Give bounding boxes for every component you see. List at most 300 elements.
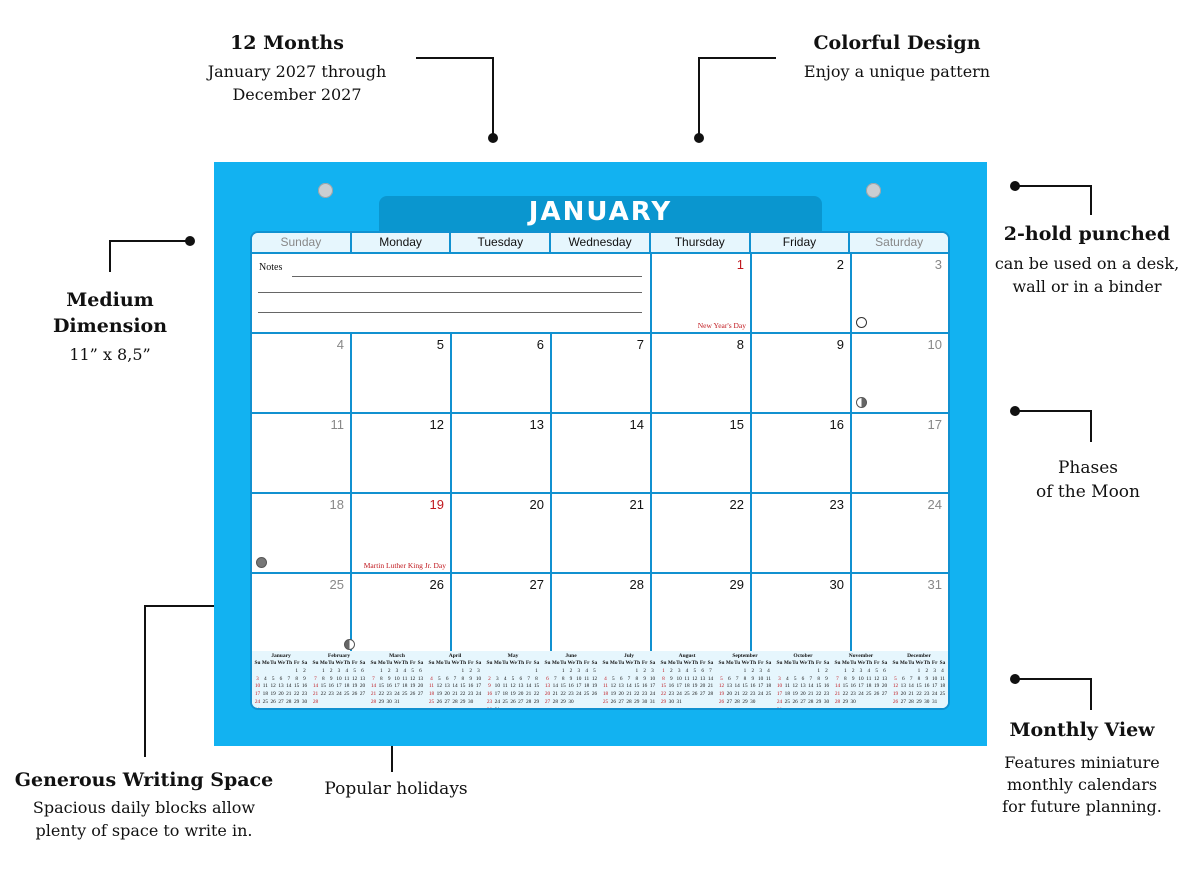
mini-day: 10: [475, 675, 482, 682]
mini-day: 13: [726, 683, 732, 690]
day-number: 20: [529, 497, 544, 512]
mini-week-row: [544, 691, 598, 699]
mini-day: [591, 699, 598, 707]
day-cell: [252, 494, 352, 574]
mini-dow: Tu: [734, 660, 741, 666]
mini-day: 15: [916, 683, 922, 690]
mini-week-row: [834, 691, 888, 699]
mini-day: 20: [417, 683, 424, 690]
day-cell: [552, 334, 652, 414]
mini-week-row: [312, 676, 366, 684]
mini-day: 12: [718, 683, 725, 690]
day-number: 5: [436, 337, 444, 352]
mini-day: 29: [293, 698, 300, 705]
mini-day: 14: [908, 683, 914, 690]
mini-day: [908, 668, 915, 676]
day-number: 18: [329, 497, 344, 512]
mini-dow: Mo: [435, 660, 444, 666]
mini-week-row: [776, 707, 830, 710]
mini-day: 30: [301, 698, 308, 705]
connector-line: [1090, 678, 1092, 710]
mini-dow: We: [509, 660, 517, 666]
mini-day: 6: [701, 667, 704, 674]
connector-line: [1014, 678, 1092, 680]
callout-writing-title: Generous Writing Space: [14, 769, 274, 791]
mini-day: 30: [467, 698, 474, 705]
mini-day: 26: [792, 698, 798, 705]
mini-day: [610, 668, 617, 676]
mini-day: 10: [776, 683, 783, 690]
mini-day: 26: [351, 691, 358, 698]
day-cell: [752, 574, 852, 654]
mini-day: 28: [808, 698, 814, 705]
mini-day: 10: [858, 675, 864, 682]
mini-week-row: [254, 668, 308, 676]
mini-day: [900, 668, 907, 676]
day-cell: [352, 494, 452, 574]
callout-hole-line2: wall or in a binder: [1012, 277, 1162, 296]
mini-day: 23: [568, 691, 574, 698]
day-number: 10: [927, 337, 942, 352]
mini-day: 30: [641, 698, 648, 705]
weekday-tuesday: Tuesday: [451, 233, 551, 252]
mini-day: 19: [718, 691, 725, 698]
mini-dow: Sa: [939, 660, 946, 666]
mini-day: 19: [510, 691, 516, 698]
mini-day: [475, 699, 482, 707]
mini-day: 8: [635, 675, 639, 682]
mini-day: 19: [351, 683, 358, 690]
mini-day: [525, 668, 532, 676]
mini-day: 30: [823, 698, 830, 705]
mini-day: 6: [279, 675, 283, 682]
mini-day: 8: [535, 675, 538, 682]
mini-dow: Th: [401, 660, 409, 666]
mini-day: 16: [486, 691, 493, 698]
mini-day: 9: [469, 675, 472, 682]
mini-day: 17: [394, 683, 400, 690]
mini-day: 6: [361, 667, 364, 674]
mini-day: 7: [836, 675, 839, 682]
mini-week-row: [370, 676, 424, 684]
mini-day: 3: [778, 675, 781, 682]
mini-day: 6: [728, 675, 731, 682]
mini-day: 20: [726, 691, 732, 698]
day-cell: [852, 574, 948, 654]
mini-day: 4: [403, 667, 407, 674]
mini-day: 30: [924, 698, 930, 705]
mini-day: [417, 699, 424, 707]
mini-day: 14: [707, 675, 714, 682]
mini-dow-row: [544, 660, 598, 668]
mini-day: 8: [817, 675, 820, 682]
mini-day: 19: [692, 683, 698, 690]
mini-day: 22: [533, 691, 540, 698]
mini-week-row: [718, 683, 772, 691]
mini-day: 4: [503, 675, 507, 682]
mini-week-row: [602, 699, 656, 707]
mini-day: 16: [467, 683, 474, 690]
mini-day: 20: [278, 691, 284, 698]
mini-dow: Fr: [409, 660, 416, 666]
mini-week-row: [776, 699, 830, 707]
mini-dow: Fr: [583, 660, 590, 666]
mini-day: 18: [344, 683, 350, 690]
mini-dow: Fr: [641, 660, 648, 666]
mini-day: 1: [917, 667, 921, 674]
mini-dow: Tu: [444, 660, 451, 666]
mini-day: 31: [494, 706, 500, 710]
mini-week-row: [660, 699, 714, 707]
mini-day: 23: [668, 691, 674, 698]
mini-week-row: [544, 676, 598, 684]
mini-day: [509, 707, 516, 710]
mini-day: 12: [873, 675, 880, 682]
mini-month-name: February: [327, 653, 351, 659]
mini-dow: We: [277, 660, 285, 666]
mini-day: 21: [808, 691, 814, 698]
mini-day: 2: [469, 667, 472, 674]
mini-week-row: [254, 683, 308, 691]
day-number: 25: [329, 577, 344, 592]
mini-day: 20: [881, 683, 888, 690]
mini-day: 5: [438, 675, 441, 682]
day-cell: [652, 494, 752, 574]
mini-week-row: [428, 699, 482, 707]
mini-day: 28: [525, 698, 532, 705]
mini-day: 20: [699, 683, 706, 690]
mini-day: [409, 699, 416, 707]
mini-dow-row: [892, 660, 946, 668]
mini-day: [270, 668, 277, 676]
mini-dow: Mo: [609, 660, 618, 666]
mini-dow: We: [335, 660, 343, 666]
mini-dow: Th: [343, 660, 351, 666]
mini-day: 31: [776, 706, 783, 710]
mini-day: 6: [619, 675, 623, 682]
mini-day: 24: [576, 691, 582, 698]
mini-day: 19: [591, 683, 598, 690]
mini-day: [881, 699, 888, 707]
mini-day: 17: [475, 683, 482, 690]
mini-dow: Fr: [815, 660, 822, 666]
mini-dow: Fr: [351, 660, 358, 666]
mini-day: 30: [486, 706, 493, 710]
mini-dow: We: [683, 660, 691, 666]
mini-day: 29: [560, 698, 566, 705]
day-number: 4: [336, 337, 344, 352]
mini-month-name: October: [793, 653, 813, 659]
mini-day: [583, 699, 590, 707]
mini-day: 29: [634, 698, 640, 705]
mini-day: 26: [873, 691, 880, 698]
moon-phase-icon: [856, 317, 867, 328]
mini-week-row: [544, 683, 598, 691]
callout-monthly-title: Monthly View: [1009, 719, 1155, 741]
mini-day: 4: [941, 667, 944, 674]
mini-week-row: [834, 676, 888, 684]
day-cell: [452, 334, 552, 414]
day-cell: [352, 574, 452, 654]
mini-day: 10: [931, 675, 938, 682]
mini-day: 9: [643, 675, 646, 682]
mini-month-name: August: [678, 653, 696, 659]
mini-day: [262, 668, 269, 676]
mini-day: [784, 707, 791, 710]
mini-day: 20: [544, 691, 551, 698]
mini-day: 6: [883, 667, 886, 674]
mini-dow-row: [776, 660, 830, 668]
day-number: 6: [536, 337, 544, 352]
mini-day: 15: [320, 683, 326, 690]
callout-monthly-line1: Features miniature: [1004, 753, 1160, 772]
mini-day: 28: [834, 698, 841, 705]
mini-day: 1: [817, 667, 820, 674]
mini-month: [310, 651, 368, 710]
day-cell: [752, 254, 852, 334]
mini-day: 25: [602, 698, 609, 705]
day-number: 31: [927, 577, 942, 592]
mini-day: 24: [676, 691, 682, 698]
mini-dow: Su: [776, 660, 783, 666]
mini-day: 17: [576, 683, 582, 690]
mini-day: 3: [496, 675, 499, 682]
mini-day: 15: [533, 683, 540, 690]
mini-dow: Tu: [618, 660, 625, 666]
day-number: 16: [829, 417, 844, 432]
mini-week-row: [602, 676, 656, 684]
callout-writing-line1: Spacious daily blocks allow: [32, 798, 256, 817]
mini-day: 10: [394, 675, 400, 682]
mini-day: 14: [834, 683, 841, 690]
mini-month-name: December: [907, 653, 931, 659]
mini-dow: Th: [807, 660, 815, 666]
mini-day: 26: [610, 698, 616, 705]
mini-day: 1: [635, 667, 639, 674]
notes-label: Notes: [259, 262, 283, 273]
mini-dow-row: [660, 660, 714, 668]
mini-day: 17: [776, 691, 783, 698]
notes-line: [258, 292, 642, 293]
mini-day: 10: [494, 683, 500, 690]
mini-day: 9: [488, 683, 491, 690]
mini-day: 11: [784, 683, 790, 690]
mini-day: 11: [502, 683, 508, 690]
connector-line: [1090, 185, 1092, 215]
mini-day: 7: [909, 675, 913, 682]
day-cell: [552, 494, 652, 574]
mini-day: 6: [546, 675, 549, 682]
mini-day: 29: [742, 698, 748, 705]
mini-day: 31: [254, 706, 261, 710]
mini-week-row: [312, 699, 366, 707]
mini-dow: Tu: [676, 660, 683, 666]
weekday-wednesday: Wednesday: [551, 233, 651, 252]
mini-dow: Tu: [386, 660, 393, 666]
mini-day: 17: [649, 683, 656, 690]
mini-dow-row: [370, 660, 424, 668]
mini-dow: Fr: [467, 660, 474, 666]
mini-dow: Su: [718, 660, 725, 666]
mini-day: 23: [328, 691, 334, 698]
callout-dimension-title1: Medium: [66, 289, 154, 311]
mini-day: 4: [685, 667, 689, 674]
mini-day: 4: [786, 675, 789, 682]
mini-day: 7: [735, 675, 739, 682]
mini-day: [807, 707, 814, 710]
day-cell: [652, 414, 752, 494]
mini-month-name: November: [848, 653, 874, 659]
mini-dow: Th: [517, 660, 525, 666]
mini-day: 16: [568, 683, 574, 690]
mini-day: [792, 707, 799, 710]
mini-day: 30: [850, 698, 856, 705]
mini-day: 16: [850, 683, 856, 690]
mini-day: [351, 699, 358, 707]
day-cell: [452, 494, 552, 574]
mini-dow: Su: [428, 660, 435, 666]
mini-day: 8: [917, 675, 921, 682]
mini-week-row: [892, 668, 946, 676]
mini-dow: Fr: [699, 660, 706, 666]
callout-dimension-line1: 11” x 8,5”: [69, 345, 151, 364]
day-cell: [252, 334, 352, 414]
mini-month: [252, 651, 310, 710]
mini-day: 29: [378, 698, 384, 705]
mini-dow: Tu: [502, 660, 509, 666]
mini-day: [776, 668, 783, 676]
mini-dow: Mo: [667, 660, 676, 666]
mini-day: 21: [525, 691, 532, 698]
mini-day: 5: [875, 667, 878, 674]
mini-day: 13: [618, 683, 624, 690]
mini-day: [799, 707, 806, 710]
mini-day: 29: [916, 698, 922, 705]
mini-day: 3: [651, 667, 654, 674]
mini-month-name: April: [448, 653, 462, 659]
mini-day: 1: [535, 667, 538, 674]
mini-day: 25: [402, 691, 408, 698]
mini-day: 3: [859, 667, 863, 674]
mini-dow: We: [857, 660, 865, 666]
weekday-sunday: Sunday: [252, 233, 352, 252]
day-cell: [752, 414, 852, 494]
callout-hole-title: 2-hold punched: [1003, 223, 1171, 245]
mini-day: 20: [444, 691, 450, 698]
mini-week-row: [718, 676, 772, 684]
mini-day: 19: [270, 691, 276, 698]
mini-day: 24: [336, 691, 342, 698]
mini-week-row: [428, 676, 482, 684]
day-cell: [852, 414, 948, 494]
mini-month-name: June: [565, 653, 577, 659]
mini-day: 5: [511, 675, 515, 682]
notes-line: [258, 312, 642, 313]
connector-dot: [185, 236, 195, 246]
mini-month-name: March: [389, 653, 405, 659]
mini-dow: Mo: [493, 660, 502, 666]
mini-day: 30: [750, 698, 756, 705]
day-cell: [852, 494, 948, 574]
callout-monthly-line2: monthly calendars: [1006, 775, 1158, 794]
mini-dow: Sa: [475, 660, 482, 666]
mini-day: 4: [767, 667, 770, 674]
mini-day: [865, 699, 872, 707]
mini-day: 31: [649, 698, 656, 705]
mini-month: [832, 651, 890, 710]
mini-day: 11: [402, 675, 408, 682]
mini-day: 8: [561, 675, 565, 682]
mini-day: 7: [554, 675, 557, 682]
mini-dow: Su: [892, 660, 899, 666]
mini-dow-row: [834, 660, 888, 668]
mini-day: 15: [815, 683, 822, 690]
mini-day: 4: [604, 675, 607, 682]
mini-day: 19: [873, 683, 880, 690]
mini-day: 1: [844, 667, 847, 674]
mini-dow: Fr: [525, 660, 532, 666]
mini-day: [328, 699, 335, 707]
mini-day: 21: [908, 691, 914, 698]
mini-day: [807, 668, 814, 676]
mini-day: 8: [295, 675, 298, 682]
mini-day: 20: [359, 683, 366, 690]
mini-day: 11: [584, 675, 590, 682]
mini-month: [658, 651, 716, 710]
mini-day: 18: [602, 691, 609, 698]
mini-week-row: [718, 691, 772, 699]
mini-day: 25: [939, 691, 946, 698]
day-number: 3: [934, 257, 942, 272]
mini-day: 13: [444, 683, 450, 690]
day-cell: [852, 334, 948, 414]
mini-day: 19: [610, 691, 616, 698]
day-number: 13: [529, 417, 544, 432]
mini-day: 24: [254, 698, 261, 705]
mini-dow: Su: [370, 660, 377, 666]
month-title: JANUARY: [528, 197, 673, 227]
mini-day: 15: [634, 683, 640, 690]
mini-day: [823, 707, 830, 710]
mini-day: [892, 668, 899, 676]
day-number: 23: [829, 497, 844, 512]
mini-day: 7: [314, 675, 317, 682]
mini-day: 27: [800, 698, 806, 705]
callout-months-line1: January 2027 through: [207, 62, 387, 81]
mini-day: 5: [271, 675, 275, 682]
day-cell: [752, 334, 852, 414]
day-cell: [352, 334, 452, 414]
mini-day: 21: [834, 691, 841, 698]
mini-day: 10: [649, 675, 656, 682]
mini-day: [502, 668, 509, 676]
mini-day: 26: [409, 691, 416, 698]
day-number: 22: [729, 497, 744, 512]
mini-day: 1: [743, 667, 747, 674]
mini-week-row: [486, 668, 540, 676]
mini-day: 14: [626, 683, 632, 690]
mini-month-name: September: [732, 653, 758, 659]
mini-dow: Fr: [873, 660, 880, 666]
mini-day: 28: [370, 698, 377, 705]
holiday-label: New Year's Day: [697, 321, 746, 330]
mini-day: [277, 707, 284, 710]
mini-dow: We: [451, 660, 459, 666]
mini-day: 20: [800, 691, 806, 698]
mini-day: 17: [931, 683, 938, 690]
mini-day: 19: [892, 691, 899, 698]
mini-day: 21: [452, 691, 458, 698]
